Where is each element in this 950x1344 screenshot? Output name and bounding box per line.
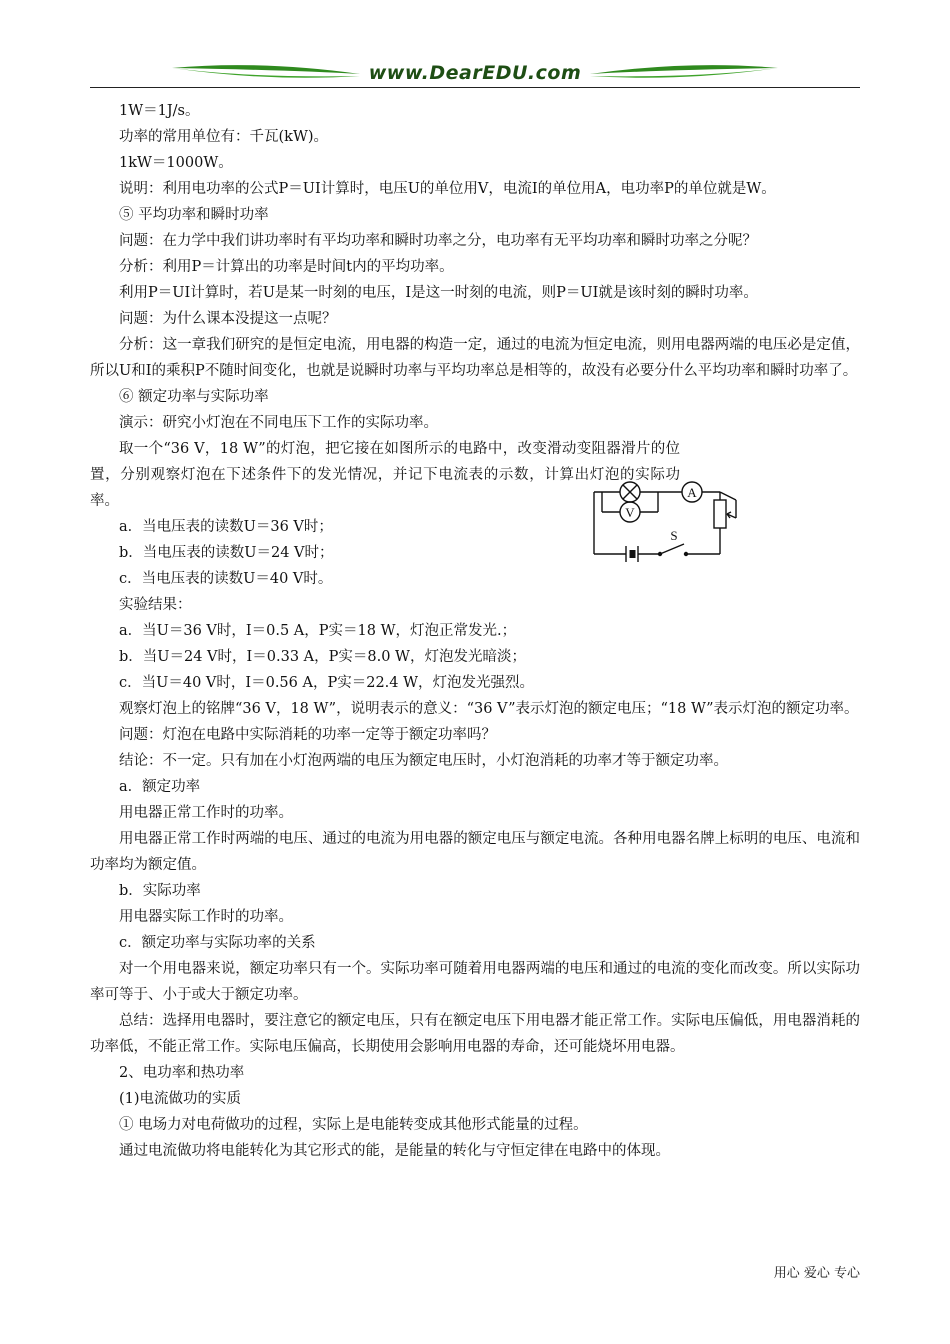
paragraph: c．当U＝40 V时，I＝0.56 A，P实＝22.4 W，灯泡发光强烈。	[119, 675, 535, 691]
header-divider	[90, 87, 860, 88]
paragraph: b．实际功率	[119, 883, 201, 899]
paragraph: 结论：不一定。只有加在小灯泡两端的电压为额定电压时，小灯泡消耗的功率才等于额定功率。	[119, 753, 728, 769]
paragraph: ① 电场力对电荷做功的过程，实际上是电能转变成其他形式能量的过程。	[119, 1117, 588, 1133]
paragraph: (1)电流做功的实质	[119, 1091, 242, 1107]
paragraph: a．当电压表的读数U＝36 V时；	[119, 519, 333, 535]
paragraph: a．当U＝36 V时，I＝0.5 A，P实＝18 W，灯泡正常发光.；	[119, 623, 517, 639]
section-heading: ⑥ 额定功率与实际功率	[119, 389, 269, 405]
paragraph: 总结：选择用电器时，要注意它的额定电压，只有在额定电压下用电器才能正常工作。实际电压偏低，用电器消耗的功率低，不能正常工作。实际电压偏高，长期使用会影响用电器的寿命，还可能烧坏用电器。	[90, 1013, 860, 1055]
section-heading: ⑤ 平均功率和瞬时功率	[119, 207, 269, 223]
paragraph: 用电器实际工作时的功率。	[119, 909, 293, 925]
paragraph: 功率的常用单位有：千瓦(kW)。	[119, 129, 329, 145]
paragraph: 取一个“36 V，18 W”的灯泡，把它接在如图所示的电路中，改变滑动变阻器滑片的位置，分别观察灯泡在下述条件下的发光情况，并记下电流表的示数，计算出灯泡的实际功率。	[90, 441, 680, 509]
paragraph: 问题：为什么课本没提这一点呢？	[119, 311, 337, 327]
document-body	[90, 98, 860, 1164]
paragraph: 用电器正常工作时的功率。	[119, 805, 293, 821]
page-footer: 用心 爱心 专心	[773, 1266, 860, 1281]
switch-label: S	[670, 528, 678, 543]
circuit-diagram	[590, 470, 750, 570]
paragraph: 实验结果：	[119, 597, 192, 613]
ammeter-label: A	[687, 485, 697, 500]
paragraph: 演示：研究小灯泡在不同电压下工作的实际功率。	[119, 415, 438, 431]
paragraph: 对一个用电器来说，额定功率只有一个。实际功率可随着用电器两端的电压和通过的电流的变化而改变。所以实际功率可等于、小于或大于额定功率。	[90, 961, 860, 1003]
paragraph: 分析：利用P＝计算出的功率是时间t内的平均功率。	[119, 259, 454, 275]
paragraph: 1kW＝1000W。	[119, 155, 233, 171]
paragraph: c．当电压表的读数U＝40 V时。	[119, 571, 333, 587]
paragraph: 问题：在力学中我们讲功率时有平均功率和瞬时功率之分，电功率有无平均功率和瞬时功率之分呢？	[119, 233, 757, 249]
section-heading: 2、电功率和热功率	[119, 1065, 245, 1081]
paragraph: 分析：这一章我们研究的是恒定电流，用电器的构造一定，通过的电流为恒定电流，则用电器两端的电压必是定值，所以U和I的乘积P不随时间变化，也就是说瞬时功率与平均功率总是相等的，故没有必要分什么平均功率和瞬时功率了。	[90, 337, 860, 379]
paragraph: 观察灯泡上的铭牌“36 V，18 W”，说明表示的意义：“36 V”表示灯泡的额定电压；“18 W”表示灯泡的额定功率。	[119, 701, 859, 717]
header-logo-text[interactable]: www.DearEDU.com	[368, 62, 582, 84]
paragraph: 问题：灯泡在电路中实际消耗的功率一定等于额定功率吗？	[119, 727, 496, 743]
paragraph: b．当电压表的读数U＝24 V时；	[119, 545, 334, 561]
paragraph: 1W＝1J/s。	[119, 103, 200, 119]
paragraph: a．额定功率	[119, 779, 201, 795]
paragraph: b．当U＝24 V时，I＝0.33 A，P实＝8.0 W，灯泡发光暗淡；	[119, 649, 526, 665]
paragraph: 说明：利用电功率的公式P＝UI计算时，电压U的单位用V，电流I的单位用A，电功率P的单位就是W。	[119, 181, 776, 197]
paragraph: 利用P＝UI计算时，若U是某一时刻的电压，I是这一时刻的电流，则P＝UI就是该时刻的瞬时功率。	[119, 285, 758, 301]
page-header	[90, 60, 860, 90]
paragraph: 用电器正常工作时两端的电压、通过的电流为用电器的额定电压与额定电流。各种用电器名牌上标明的电压、电流和功率均为额定值。	[90, 831, 860, 873]
paragraph: 通过电流做功将电能转化为其它形式的能，是能量的转化与守恒定律在电路中的体现。	[119, 1143, 670, 1159]
voltmeter-label: V	[625, 505, 635, 520]
paragraph: c．额定功率与实际功率的关系	[119, 935, 316, 951]
